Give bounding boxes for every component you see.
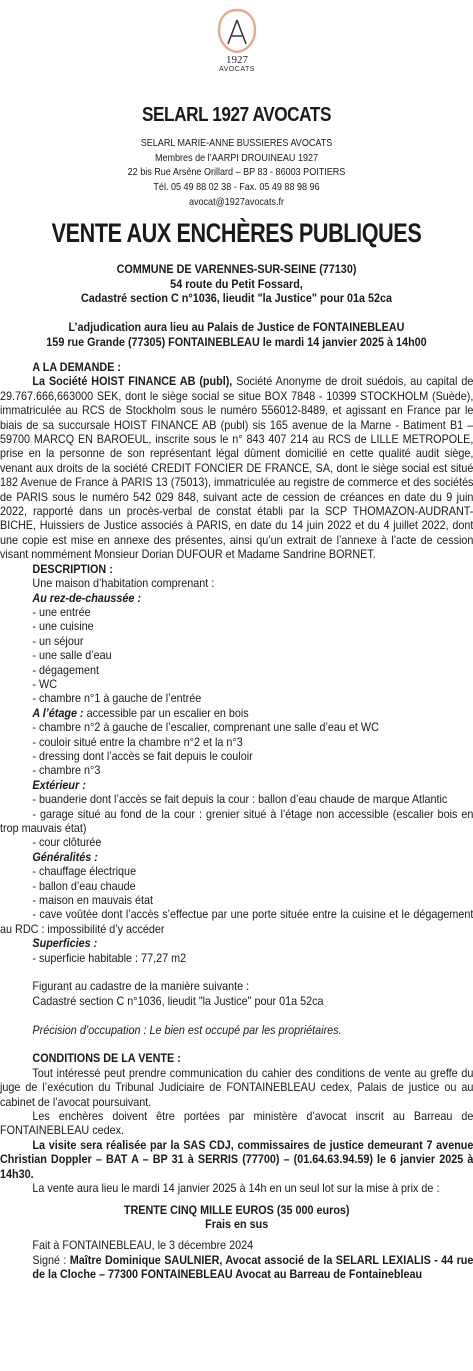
sale-paragraph: La vente aura lieu le mardi 14 janvier 2025 à 14h en un seul lot sur la mise à prix de :: [32, 1181, 440, 1196]
adjudication-block: [24, 320, 450, 349]
conditions-paragraph: Les enchères doivent être portées par ministère d’avocat inscrit au Barreau de FONTAINEBLEAU cedex.: [0, 1109, 473, 1138]
list-item: - chambre n°1 à gauche de l’entrée: [32, 691, 202, 706]
adjudication-line: L’adjudication aura lieu au Palais de Justice de FONTAINEBLEAU: [68, 320, 405, 334]
description-heading: DESCRIPTION :: [32, 561, 113, 576]
cadastre-intro: Figurant au cadastre de la manière suivante :: [32, 979, 250, 994]
list-item: - une cuisine: [32, 619, 94, 634]
demande-heading: A LA DEMANDE :: [32, 360, 121, 374]
firm-line: SELARL MARIE-ANNE BUSSIERES AVOCATS: [140, 137, 333, 149]
adjudication-line: 159 rue Grande (77305) FONTAINEBLEAU le mardi 14 janvier 2025 à 14h00: [46, 334, 427, 349]
surface-heading: Superficies :: [32, 936, 98, 951]
rdc-heading: Au rez-de-chaussée :: [32, 590, 142, 605]
firm-logo: [205, 8, 269, 82]
demande-paragraph: [0, 374, 473, 561]
list-item: - chambre n°2 à gauche de l’escalier, comprenant une salle d’eau et WC: [32, 720, 379, 735]
list-item: - dégagement: [32, 662, 100, 677]
occupation-text: Précision d’occupation : Le bien est occupé par les propriétaires.: [32, 1022, 342, 1037]
list-item: - buanderie dont l’accès se fait depuis la cour : ballon d’eau chaude de marque Atlantic: [32, 792, 448, 807]
list-item: - garage situé au fond de la cour : grenier situé à l’étage non accessible (escalier bois en trop mauvais état): [0, 806, 473, 835]
etage-heading: A l’étage :: [32, 705, 84, 720]
demande-party: La Société HOIST FINANCE AB (publ),: [32, 374, 233, 389]
logo-year: 1927: [226, 54, 248, 66]
list-item: - un séjour: [32, 633, 84, 648]
list-item: - WC: [32, 676, 57, 691]
firm-address: 22 bis Rue Arsène Orillard – BP 83 - 86003 POITIERS: [127, 166, 346, 179]
etage-text: accessible par un escalier en bois: [83, 705, 249, 720]
general-heading: Généralités :: [32, 849, 98, 864]
logo-name: AVOCATS: [219, 66, 255, 73]
property-line: Cadastré section C n°1036, lieudit "la Justice" pour 01a 52ca: [80, 291, 393, 305]
signature-line: [0, 1253, 473, 1282]
list-item: - cour clôturée: [32, 835, 102, 850]
starting-price: TRENTE CINQ MILLE EUROS (35 000 euros): [123, 1202, 350, 1217]
visit-paragraph: La visite sera réalisée par la SAS CDJ, commissaires de justice demeurant 7 avenue Christian Doppler – BAT A – BP 31 à SERRIS (77700) – (01.64.63.94.59) le 6 janvier 2025 à 14h30.: [0, 1137, 473, 1181]
logo-emblem-icon: [217, 8, 257, 54]
description-intro: Une maison d’habitation comprenant :: [32, 576, 215, 591]
list-item: - cave voûtée dont l’accès s’effectue par une porte située entre la cuisine et le dégagement au RDC : impossibilité d’y accéder: [0, 907, 473, 936]
list-item: - couloir situé entre la chambre n°2 et la n°3: [32, 734, 243, 749]
page-title: VENTE AUX ENCHÈRES PUBLIQUES: [51, 218, 422, 248]
firm-email: avocat@1927avocats.fr: [188, 195, 285, 208]
property-line: 54 route du Petit Fossard,: [170, 276, 303, 291]
conditions-paragraph: Tout intéressé peut prendre communication du cahier des conditions de vente au greffe du juge de l’exécution du Tribunal Judiciaire de FONTAINEBLEAU cedex, Palais de justice ou au cabinet de l’avocat poursuivant.: [0, 1065, 473, 1109]
list-item: - maison en mauvais état: [32, 893, 154, 908]
list-item: - chauffage électrique: [32, 864, 137, 879]
demande-text: Société Anonyme de droit suédois, au capital de 29.767.666,663000 SEK, dont le siège social se situe BOX 7848 - 10399 STOCKHOLM (Suède), immatriculée au RCS de Stockholm sous le numéro 556012-8489, et agissant en France par le biais de sa succursale HOIST FINANCE AB (publ) sis 165 avenue de la Marne - Batiment B1 – 59700 MARCQ EN BAROEUL, inscrite sous le n° 843 407 214 au RCS de LILLE METROPOLE, prise en la personne de son représentant légal dûment domicilié en cette qualité audit siège, venant aux droits de la société CREDIT FONCIER DE FRANCE, SA, dont le siège social est situé 182 Avenue de France à PARIS 13 (75013), immatriculée au registre de commerce et des sociétés de PARIS sous le numéro 542 029 848, suivant acte de cession de créances en date du 9 juin 2022, rapporté dans un procès-verbal de constat établi par la SCP THOMAZON-AUDRANT-BICHE, Huissiers de Justice associés à PARIS, en date du 14 juin 2022 et du 4 juillet 2022, dont une copie est mise en annexe des présentes, ainsi qu’un extrait de l’annexe à l’acte de cession visant nommément Monsieur Dorian DUFOUR et Madame Sandrine BORNET.: [0, 374, 473, 562]
signature-text: Maître Dominique SAULNIER, Avocat associé de la SELARL LEXIALIS - 44 rue de la Cloche – 77300 FONTAINEBLEAU Avocat au Barreau de Fontainebleau: [32, 1252, 473, 1282]
etage-line: [0, 706, 473, 720]
cadastre-text: Cadastré section C n°1036, lieudit "la Justice" pour 01a 52ca: [32, 993, 324, 1008]
list-item: - superficie habitable : 77,27 m2: [32, 950, 187, 965]
list-item: - dressing dont l’accès se fait depuis le couloir: [32, 748, 253, 763]
list-item: - une salle d’eau: [32, 648, 112, 663]
place-date: Fait à FONTAINEBLEAU, le 3 décembre 2024: [32, 1238, 254, 1253]
signature-label: Signé :: [32, 1252, 70, 1267]
property-block: [24, 262, 450, 306]
property-line: COMMUNE DE VARENNES-SUR-SEINE (77130): [116, 262, 357, 276]
list-item: - chambre n°3: [32, 763, 101, 778]
list-item: - ballon d’eau chaude: [32, 878, 136, 893]
list-item: - une entrée: [32, 604, 91, 619]
conditions-heading: CONDITIONS DE LA VENTE :: [32, 1051, 181, 1066]
firm-phone: Tél. 05 49 88 02 38 - Fax. 05 49 88 98 96: [153, 181, 320, 194]
exterior-heading: Extérieur :: [32, 777, 86, 792]
firm-title: SELARL 1927 AVOCATS: [141, 104, 332, 126]
fees-note: Frais en sus: [205, 1216, 269, 1231]
notice-body: [0, 360, 473, 1282]
firm-contact: [33, 136, 440, 210]
firm-line: Membres de l’AARPI DROUINEAU 1927: [154, 151, 319, 164]
